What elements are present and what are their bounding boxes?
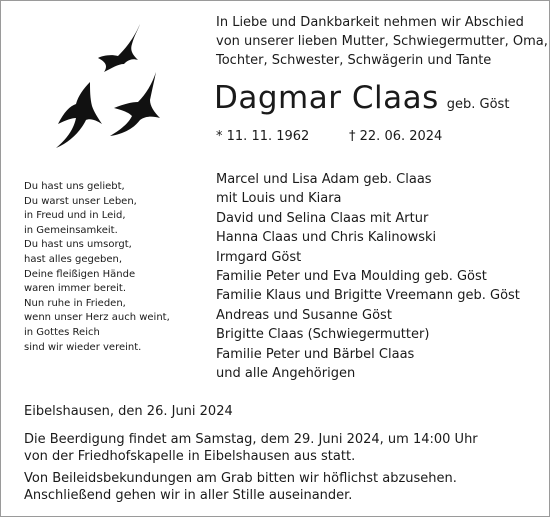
poem-line: in Gottes Reich <box>24 326 100 338</box>
flying-birds-icon <box>48 20 168 160</box>
funeral-info <box>24 431 478 465</box>
poem-line: Du hast uns geliebt, <box>24 181 125 192</box>
mourner-item: Brigitte Claas (Schwiegermutter) <box>216 327 430 343</box>
deceased-name: Dagmar Claas <box>214 80 439 116</box>
funeral-line: Die Beerdigung findet am Samstag, dem 29. Juni 2024, um 14:00 Uhr <box>24 432 478 447</box>
poem-line: Deine fleißigen Hände <box>24 268 136 280</box>
mourner-item: Marcel und Lisa Adam geb. Claas <box>216 172 432 187</box>
mourner-item: Andreas und Susanne Göst <box>216 307 392 323</box>
mourner-item: David und Selina Claas mit Artur <box>216 210 429 226</box>
mourner-item: Irmgard Göst <box>216 249 302 265</box>
place-and-date <box>24 403 233 420</box>
intro-line: Tochter, Schwester, Schwägerin und Tante <box>216 53 492 68</box>
intro-text <box>216 13 548 70</box>
funeral-line: von der Friedhofskapelle in Eibelshausen aus statt. <box>24 449 356 464</box>
place-date-text: Eibelshausen, den 26. Juni 2024 <box>24 404 233 419</box>
condolence-line: Von Beileidsbekundungen am Grab bitten wir höflichst abzusehen. <box>24 471 457 486</box>
death-date: † 22. 06. 2024 <box>349 129 443 144</box>
condolence-line: Anschließend gehen wir in aller Stille auseinander. <box>24 488 353 503</box>
intro-line: In Liebe und Dankbarkeit nehmen wir Abschied <box>216 15 524 30</box>
poem-line: sind wir wieder vereint. <box>24 341 142 353</box>
mourners-list <box>216 170 520 383</box>
condolence-note <box>24 470 457 504</box>
poem-line: in Gemeinsamkeit. <box>24 224 118 236</box>
bird-left-icon <box>56 82 102 148</box>
poem-line: hast alles gegeben, <box>24 253 123 265</box>
poem-line: Nun ruhe in Frieden, <box>24 297 126 309</box>
poem-line: waren immer bereit. <box>24 283 126 295</box>
bird-right-icon <box>110 72 160 136</box>
mourner-item: Familie Peter und Bärbel Claas <box>216 346 415 362</box>
deceased-name-line <box>214 78 509 118</box>
mourner-item: Familie Peter und Eva Moulding geb. Göst <box>216 269 487 285</box>
intro-line: von unserer lieben Mutter, Schwiegermutter, Oma, <box>216 34 548 49</box>
mourner-item: Hanna Claas und Chris Kalinowski <box>216 230 437 246</box>
poem-line: Du warst unser Leben, <box>24 195 137 207</box>
poem <box>24 180 170 355</box>
maiden-name: geb. Göst <box>446 97 510 112</box>
mourner-item: Familie Klaus und Brigitte Vreemann geb. Göst <box>216 288 520 304</box>
mourner-item: mit Louis und Kiara <box>216 191 342 207</box>
birth-date: * 11. 11. 1962 <box>216 129 310 144</box>
poem-line: Du hast uns umsorgt, <box>24 239 132 251</box>
bird-top-icon <box>98 24 140 72</box>
poem-line: in Freud und in Leid, <box>24 210 126 222</box>
mourner-item: und alle Angehörigen <box>216 366 356 382</box>
poem-line: wenn unser Herz auch weint, <box>24 312 170 324</box>
